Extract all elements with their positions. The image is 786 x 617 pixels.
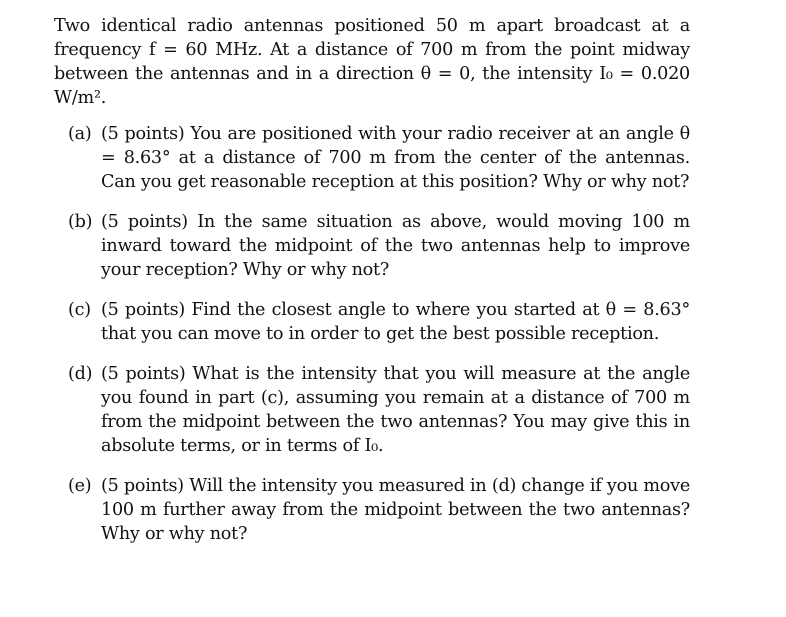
- part-label: (c): [68, 300, 91, 320]
- part-text: (5 points) What is the intensity that you will measure at the angle you found in part (c), assuming you remain at a distance of 700 m from the midpoint between the two antennas? You may give this in absolute terms, or in terms of I₀.: [101, 364, 690, 456]
- part-text: (5 points) In the same situation as above, would moving 100 m inward toward the midpoint of the two antennas help to improve your reception? Why or why not?: [101, 212, 690, 280]
- problem-document: [54, 14, 690, 562]
- part-text: (5 points) Find the closest angle to where you started at θ = 8.63° that you can move to in order to get the best possible reception.: [101, 300, 690, 344]
- part-label: (e): [68, 476, 92, 496]
- part-text: (5 points) Will the intensity you measured in (d) change if you move 100 m further away from the midpoint between the two antennas? Why or why not?: [101, 476, 690, 544]
- problem-part-c: [54, 298, 690, 346]
- part-label: (d): [68, 364, 93, 384]
- problem-parts-list: [54, 122, 690, 546]
- problem-intro: Two identical radio antennas positioned 50 m apart broadcast at a frequency f = 60 MHz. At a distance of 700 m from the point midway between the antennas and in a direction θ = 0, the intensity I₀ = 0.020 W/m².: [54, 16, 690, 108]
- part-label: (b): [68, 212, 93, 232]
- problem-part-a: [54, 122, 690, 194]
- problem-part-e: [54, 474, 690, 546]
- problem-part-b: [54, 210, 690, 282]
- problem-part-d: [54, 362, 690, 458]
- part-text: (5 points) You are positioned with your radio receiver at an angle θ = 8.63° at a distance of 700 m from the center of the antennas. Can you get reasonable reception at this position? Why or why not?: [101, 124, 690, 192]
- part-label: (a): [68, 124, 92, 144]
